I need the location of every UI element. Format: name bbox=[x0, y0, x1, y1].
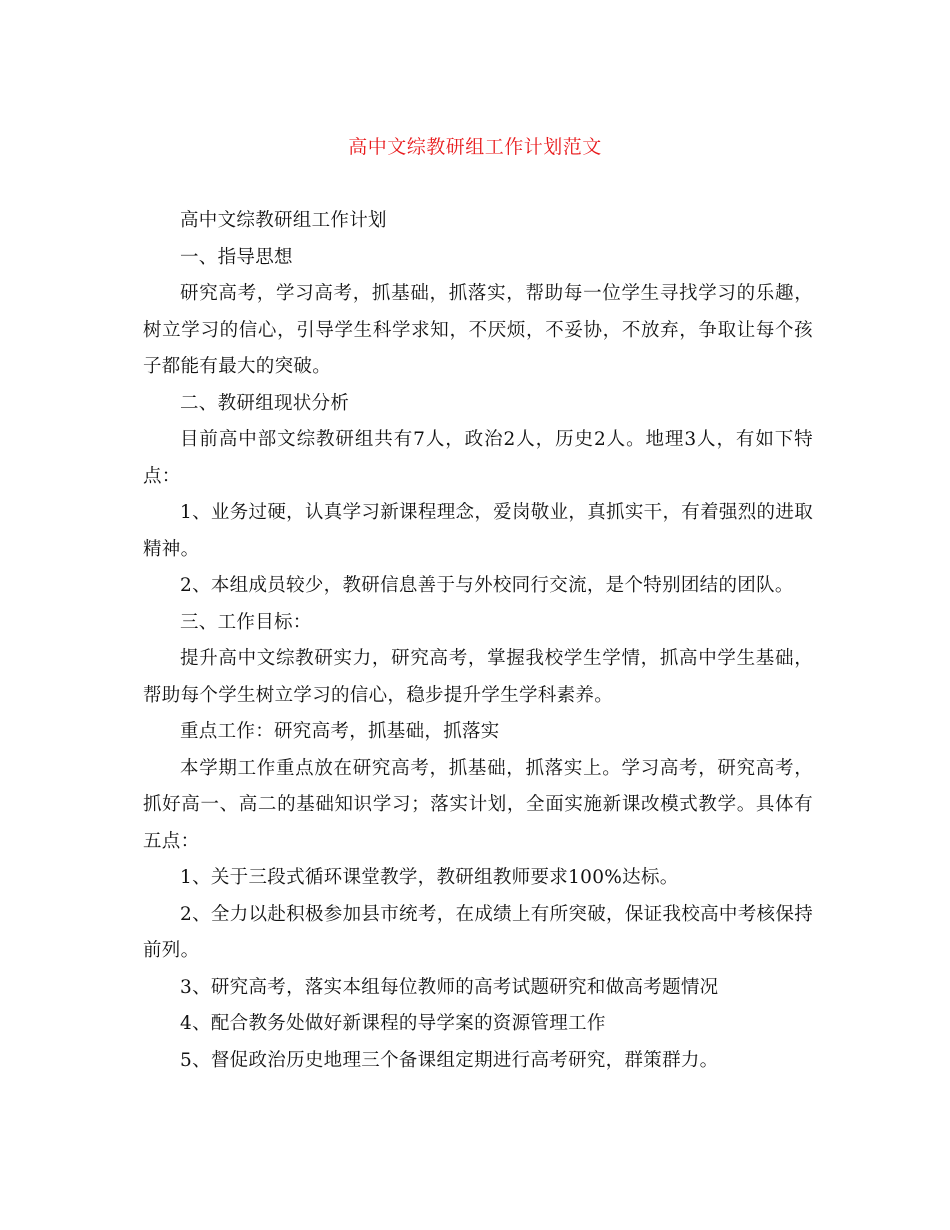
section-heading-work-goals: 三、工作目标： bbox=[180, 611, 312, 633]
paragraph-key-work: 重点工作：研究高考，抓基础，抓落实 bbox=[180, 721, 500, 742]
list-item-point-3: 3、研究高考，落实本组每位教师的高考试题研究和做高考题情况 bbox=[180, 976, 719, 998]
list-item-status-2: 2、本组成员较少，教研信息善于与外校同行交流，是个特别团结的团队。 bbox=[180, 575, 794, 596]
list-item-status-1: 1、业务过硬，认真学习新课程理念，爱岗敬业，真抓实干，有着强烈的进取精神。 bbox=[143, 502, 813, 560]
document-body bbox=[143, 203, 813, 1079]
list-item-point-1: 1、关于三段式循环课堂教学，教研组教师要求100%达标。 bbox=[180, 867, 679, 888]
paragraph-semester-focus: 本学期工作重点放在研究高考，抓基础，抓落实上。学习高考，研究高考，抓好高一、高二的基础知识学习；落实计划，全面实施新课改模式教学。具体有五点： bbox=[143, 757, 813, 852]
paragraph-plan-heading: 高中文综教研组工作计划 bbox=[180, 210, 387, 231]
section-heading-guiding-thought: 一、指导思想 bbox=[180, 246, 293, 268]
section-heading-status-analysis: 二、教研组现状分析 bbox=[180, 392, 350, 414]
list-item-point-5: 5、督促政治历史地理三个备课组定期进行高考研究，群策群力。 bbox=[180, 1049, 719, 1071]
paragraph-status-overview: 目前高中部文综教研组共有7人，政治2人，历史2人。地理3人，有如下特点： bbox=[143, 429, 813, 487]
list-item-point-2: 2、全力以赴积极参加县市统考，在成绩上有所突破，保证我校高中考核保持前列。 bbox=[143, 903, 813, 961]
document-title: 高中文综教研组工作计划范文 bbox=[348, 136, 602, 158]
paragraph-guiding-thought: 研究高考，学习高考，抓基础，抓落实，帮助每一位学生寻找学习的乐趣，树立学习的信心，引导学生科学求知，不厌烦，不妥协，不放弃，争取让每个孩子都能有最大的突破。 bbox=[143, 283, 813, 377]
paragraph-work-goals: 提升高中文综教研实力，研究高考，掌握我校学生学情，抓高中学生基础，帮助每个学生树立学习的信心，稳步提升学生学科素养。 bbox=[143, 648, 813, 706]
list-item-point-4: 4、配合教务处做好新课程的导学案的资源管理工作 bbox=[180, 1013, 606, 1034]
